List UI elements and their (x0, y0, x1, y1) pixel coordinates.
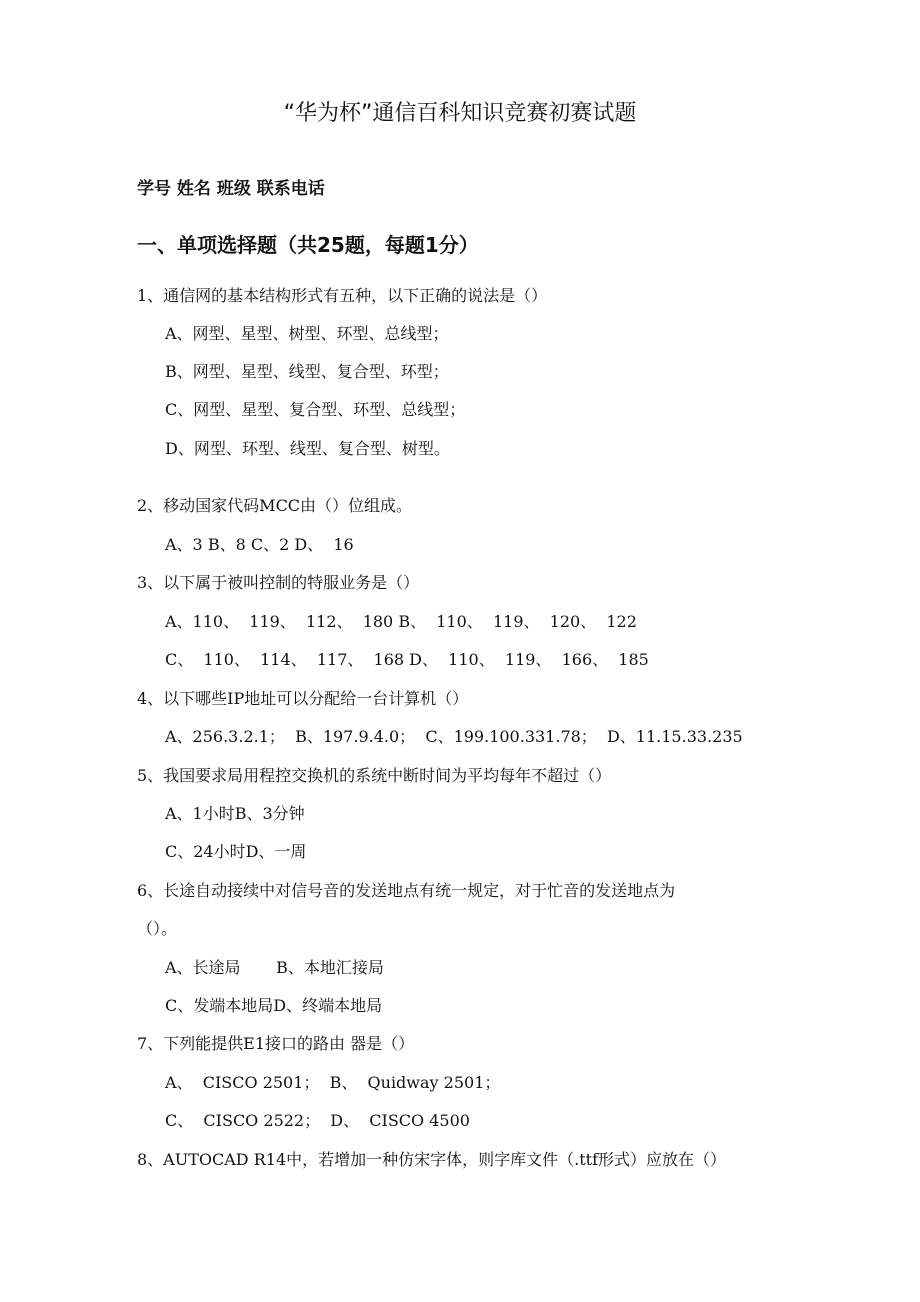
student-info-line: 学号 姓名 班级 联系电话 (137, 179, 325, 199)
question-7-stem: 7、下列能提供E1接口的路由 器是（） (137, 1034, 415, 1053)
question-4-options: A、256.3.2.1； B、197.9.4.0； C、199.100.331.78； D、11.15.33.235 (165, 727, 743, 746)
section-heading: 一、单项选择题（共25题，每题1分） (137, 233, 479, 257)
exam-title: “华为杯”通信百科知识竞赛初赛试题 (283, 101, 637, 126)
question-1-stem: 1、通信网的基本结构形式有五种，以下正确的说法是（） (137, 286, 548, 305)
question-1-option-d: D、网型、环型、线型、复合型、树型。 (165, 439, 450, 458)
question-6-options-ab: A、长途局 B、本地汇接局 (165, 958, 384, 977)
question-8-stem: 8、AUTOCAD R14中，若增加一种仿宋字体，则字库文件（.ttf形式）应放在（） (137, 1150, 726, 1169)
question-2-options: A、3 B、8 C、2 D、 16 (165, 535, 354, 554)
question-6-options-cd: C、发端本地局D、终端本地局 (165, 996, 383, 1015)
question-2-stem: 2、移动国家代码MCC由（）位组成。 (137, 496, 413, 515)
question-5-stem: 5、我国要求局用程控交换机的系统中断时间为平均每年不超过（） (137, 766, 612, 785)
question-7-options-ab: A、 CISCO 2501； B、 Quidway 2501； (165, 1073, 501, 1092)
question-5-options-ab: A、1小时B、3分钟 (165, 804, 305, 823)
question-5-options-cd: C、24小时D、一周 (165, 842, 307, 861)
question-3-stem: 3、以下属于被叫控制的特服业务是（） (137, 573, 420, 592)
question-4-stem: 4、以下哪些IP地址可以分配给一台计算机（） (137, 689, 469, 708)
question-6-stem-continuation: （）。 (137, 919, 178, 938)
question-3-options-ab: A、110、 119、 112、 180 B、 110、 119、 120、 122 (165, 612, 637, 631)
question-7-options-cd: C、 CISCO 2522； D、 CISCO 4500 (165, 1111, 470, 1130)
question-6-stem: 6、长途自动接续中对信号音的发送地点有统一规定，对于忙音的发送地点为 (137, 881, 676, 900)
question-1-option-c: C、网型、星型、复合型、环型、总线型； (165, 400, 466, 419)
question-1-option-b: B、网型、星型、线型、复合型、环型； (165, 362, 449, 381)
question-3-options-cd: C、 110、 114、 117、 168 D、 110、 119、 166、 185 (165, 650, 649, 669)
question-1-option-a: A、网型、星型、树型、环型、总线型； (165, 324, 449, 343)
